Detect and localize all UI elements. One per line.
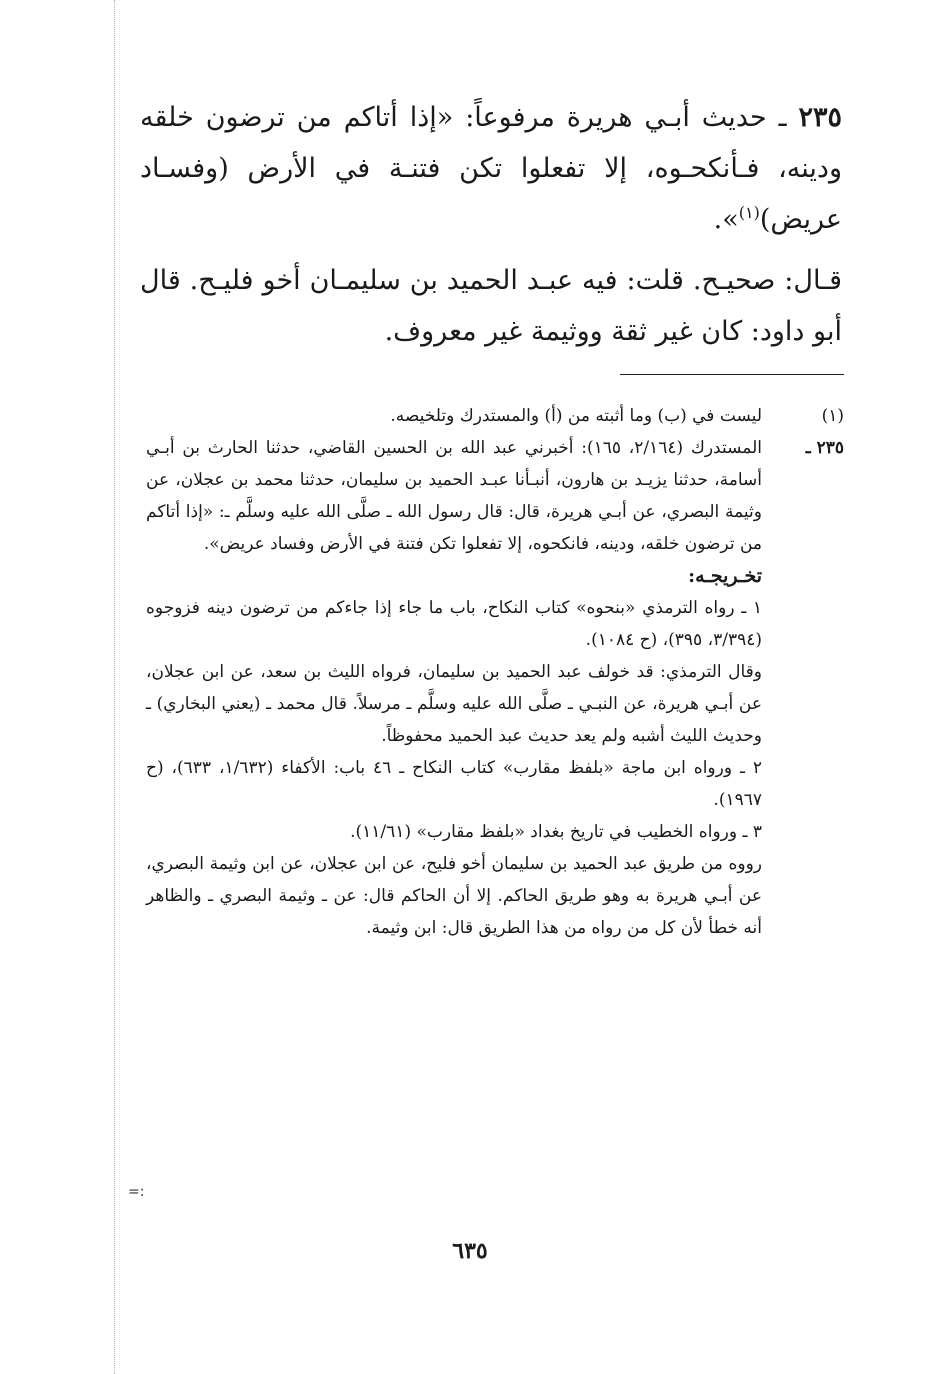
takhrij-item-1-comment: وقال الترمذي: قد خولف عبد الحميد بن سليمان، فرواه الليث بن سعد، عن ابن عجلان، عن أبـي هريرة، عن النبـي ـ صلَّى الله عليه وسلَّم ـ مرسلاً. قال محمد ـ (يعني البخاري) ـ وحديث الليث أشبه ولم يعد حديث عبد الحميد محفوظاً. — [146, 662, 762, 746]
footnote-1 — [146, 400, 844, 432]
entry-footnote-body — [146, 432, 762, 944]
hadith-text: ـ حديث أبـي هريرة مرفوعاً: «إذا أتاكم من ترضون خلقه ودينه، فـأنكحـوه، إلا تفعلوا تكن فتنـة في الأرض (وفسـاد عريض) — [140, 102, 842, 235]
footnote-1-label: (١) — [821, 406, 844, 426]
hadith-paragraph — [140, 92, 842, 245]
binding-guide-line — [114, 0, 115, 1374]
takhrij-heading: تخـريجـه: — [688, 565, 762, 587]
main-hadith-block — [140, 92, 842, 357]
takhrij-item-3-comment: رووه من طريق عبد الحميد بن سليمان أخو فليح، عن ابن عجلان، عن ابن وثيمة البصري، عن أبـي هريرة به وهو طريق الحاكم. إلا أن الحاكم قال: عن ـ وثيمة البصري ـ والظاهر أنه خطأ لأن كل من رواه من هذا الطريق قال: ابن وثيمة. — [146, 854, 762, 938]
continuation-mark: =: — [128, 1184, 145, 1200]
entry-footnote — [146, 432, 844, 944]
entry-number: ٢٣٥ — [798, 102, 842, 133]
takhrij-item-1: ١ ـ رواه الترمذي «بنحوه» كتاب النكاح، باب ما جاء إذا جاءكم من ترضون دينه فزوجوه (٣/٣٩٤، ٣٩٥)، (ح ١٠٨٤). — [146, 598, 762, 650]
entry-footnote-label: ٢٣٥ ـ — [805, 438, 844, 458]
footnote-reference: (١) — [738, 203, 760, 222]
takhrij-item-2: ٢ ـ ورواه ابن ماجة «بلفظ مقارب» كتاب النكاح ـ ٤٦ باب: الأكفاء (١/٦٣٢، ٦٣٣)، (ح ١٩٦٧). — [146, 758, 763, 810]
source-text: المستدرك (٢/١٦٤، ١٦٥): أخبرني عبد الله بن الحسين القاضي، حدثنا الحارث بن أبـي أسامة، حدثنا يزيـد بن هارون، أنبـأنا عبـد الحميد بن سليمان، حدثنا محمد بن عجلان، عن وثيمة البصري، عن أبـي هريرة، قال: قال رسول الله ـ صلَّى الله عليه وسلَّم ـ: «إذا أتاكم من ترضون خلقه، ودينه، فانكحوه، إلا تفعلوا تكن فتنة في الأرض وفساد عريض». — [146, 438, 762, 554]
hadith-close: ». — [713, 204, 739, 235]
grading-comment: قـال: صحيـح. قلت: فيه عبـد الحميد بن سليمـان أخو فليـح. قال أبو داود: كان غير ثقة ووثيمة غير معروف. — [140, 265, 842, 347]
footnote-separator — [620, 374, 844, 375]
takhrij-item-3: ٣ ـ ورواه الخطيب في تاريخ بغداد «بلفظ مقارب» (١١/٦١). — [350, 822, 762, 842]
page-number: ٦٣٥ — [452, 1238, 488, 1264]
footnote-1-text: ليست في (ب) وما أثبته من (أ) والمستدرك وتلخيصه. — [390, 406, 762, 426]
footnotes-section — [146, 400, 844, 944]
